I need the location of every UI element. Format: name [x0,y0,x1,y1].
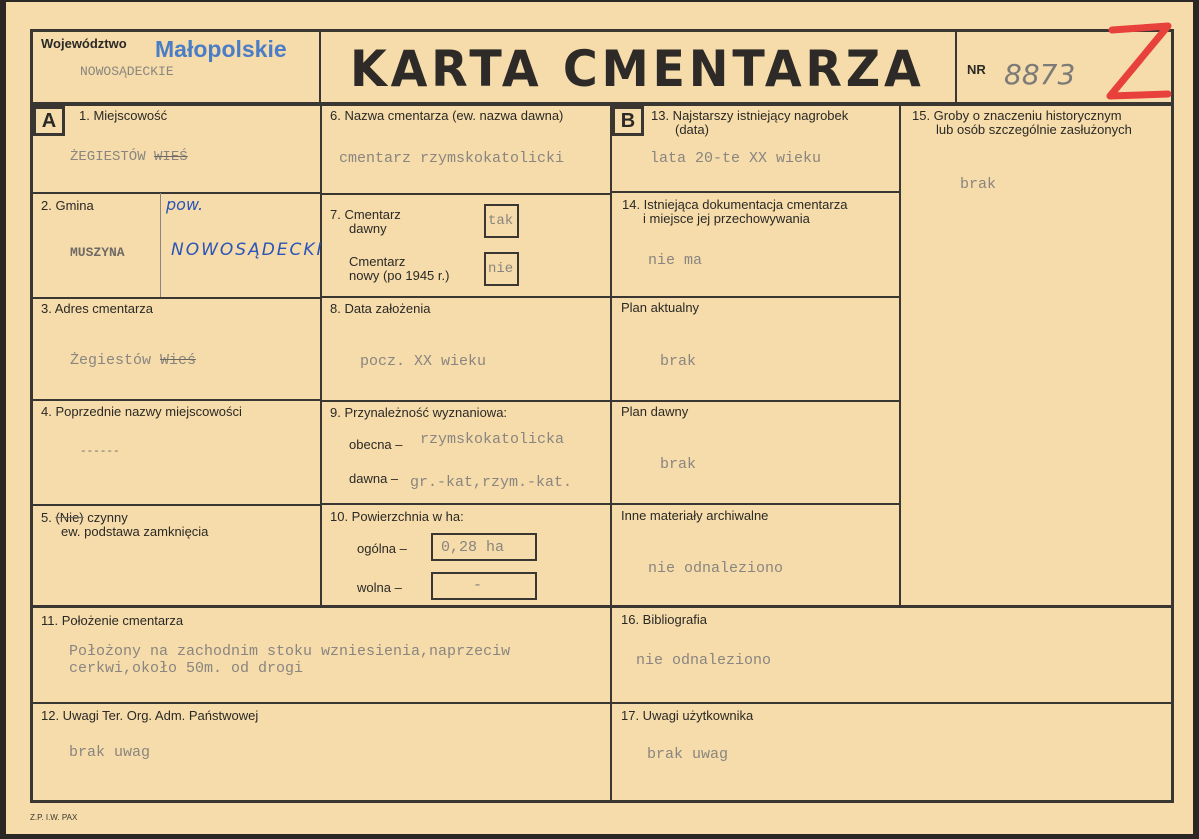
voivodeship-stamp: Małopolskie [155,36,287,62]
plan-old-label: Plan dawny [621,404,689,419]
field-9-label: 9. Przynależność wyznaniowa: [330,405,508,420]
field-5-label-line2: ew. podstawa zamknięcia [61,524,209,539]
field-6-value: cmentarz rzymskokatolicki [339,150,565,167]
section-b-badge: B [612,106,644,136]
field-10-total-label: ogólna – [357,541,407,556]
field-7-new-label2: nowy (po 1945 r.) [349,268,450,283]
field-4-value: ------ [80,446,120,458]
field-12-value: brak uwag [69,744,151,761]
plan-current-label: Plan aktualny [621,300,700,315]
field-16-value: nie odnaleziono [636,652,772,669]
printer-mark: Z.P. I.W. PAX [30,813,78,822]
field-11-line1: Położony na zachodnim stoku wzniesienia,naprzeciw [69,643,511,660]
field-7-old-label2: dawny [349,221,387,236]
field-2-label: 2. Gmina [41,198,94,213]
field-1-label: 1. Miejscowość [79,108,168,123]
field-13-label: 13. Najstarszy istniejący nagrobek [651,108,849,123]
divider [955,29,957,105]
field-4-label: 4. Poprzednie nazwy miejscowości [41,404,242,419]
field-17-label: 17. Uwagi użytkownika [621,708,754,723]
voivodeship-label: Województwo [41,36,127,51]
plan-current-value: brak [660,353,697,370]
field-3-label: 3. Adres cmentarza [41,301,153,316]
field-9-current-label: obecna – [349,437,403,452]
page-title: KARTA CMENTARZA [350,40,925,98]
new-cemetery-checkbox[interactable]: nie [484,252,519,286]
county-hand-label: pow. [166,195,204,214]
field-8-label: 8. Data założenia [330,301,431,316]
field-10-free-label: wolna – [357,580,402,595]
divider [319,29,321,105]
plan-old-value: brak [660,456,697,473]
free-area-field[interactable]: - [431,572,537,600]
other-materials-label: Inne materiały archiwalne [621,508,769,523]
card-number: 8873 [1004,58,1076,91]
field-15-label: 15. Groby o znaczeniu historycznym [912,108,1122,123]
field-14-label: 14. Istniejąca dokumentacja cmentarza [622,197,848,212]
voivodeship-typed: NOWOSĄDECKIE [80,64,174,79]
field-5-label: 5. (Nie) czynny [41,510,128,525]
field-11-line2: cerkwi,około 50m. od drogi [69,660,304,677]
old-cemetery-checkbox[interactable]: tak [484,204,519,238]
nr-label: NR [967,62,986,77]
red-z-mark-icon [1102,22,1172,102]
field-15-value: brak [960,176,997,193]
field-3-value: Żegiestów Wieś [70,352,197,369]
field-15-label2: lub osób szczególnie zasłużonych [936,122,1132,137]
county-hand-value: NOWOSĄDECKI [171,240,324,260]
field-2-value: MUSZYNA [70,245,125,260]
field-9-current-value: rzymskokatolicka [420,431,565,448]
field-9-former-label: dawna – [349,471,399,486]
other-materials-value: nie odnaleziono [648,560,784,577]
field-8-value: pocz. XX wieku [360,353,487,370]
field-14-value: nie ma [648,252,703,269]
field-7-old-label: 7. Cmentarz [330,207,401,222]
field-1-value: ŻEGIESTÓW WIEŚ [70,149,188,165]
field-9-former-value: gr.-kat,rzym.-kat. [410,474,573,491]
field-13-label2: (data) [675,122,709,137]
total-area-field[interactable]: 0,28 ha [431,533,537,561]
field-12-label: 12. Uwagi Ter. Org. Adm. Państwowej [41,708,259,723]
section-a-badge: A [33,106,65,136]
field-10-label: 10. Powierzchnia w ha: [330,509,464,524]
field-11-label: 11. Położenie cmentarza [41,613,184,628]
field-16-label: 16. Bibliografia [621,612,707,627]
field-6-label: 6. Nazwa cmentarza (ew. nazwa dawna) [330,108,564,123]
field-17-value: brak uwag [647,746,729,763]
field-7-new-label: Cmentarz [349,254,406,269]
field-13-value: lata 20-te XX wieku [650,150,822,167]
field-14-label2: i miejsce jej przechowywania [643,211,810,226]
